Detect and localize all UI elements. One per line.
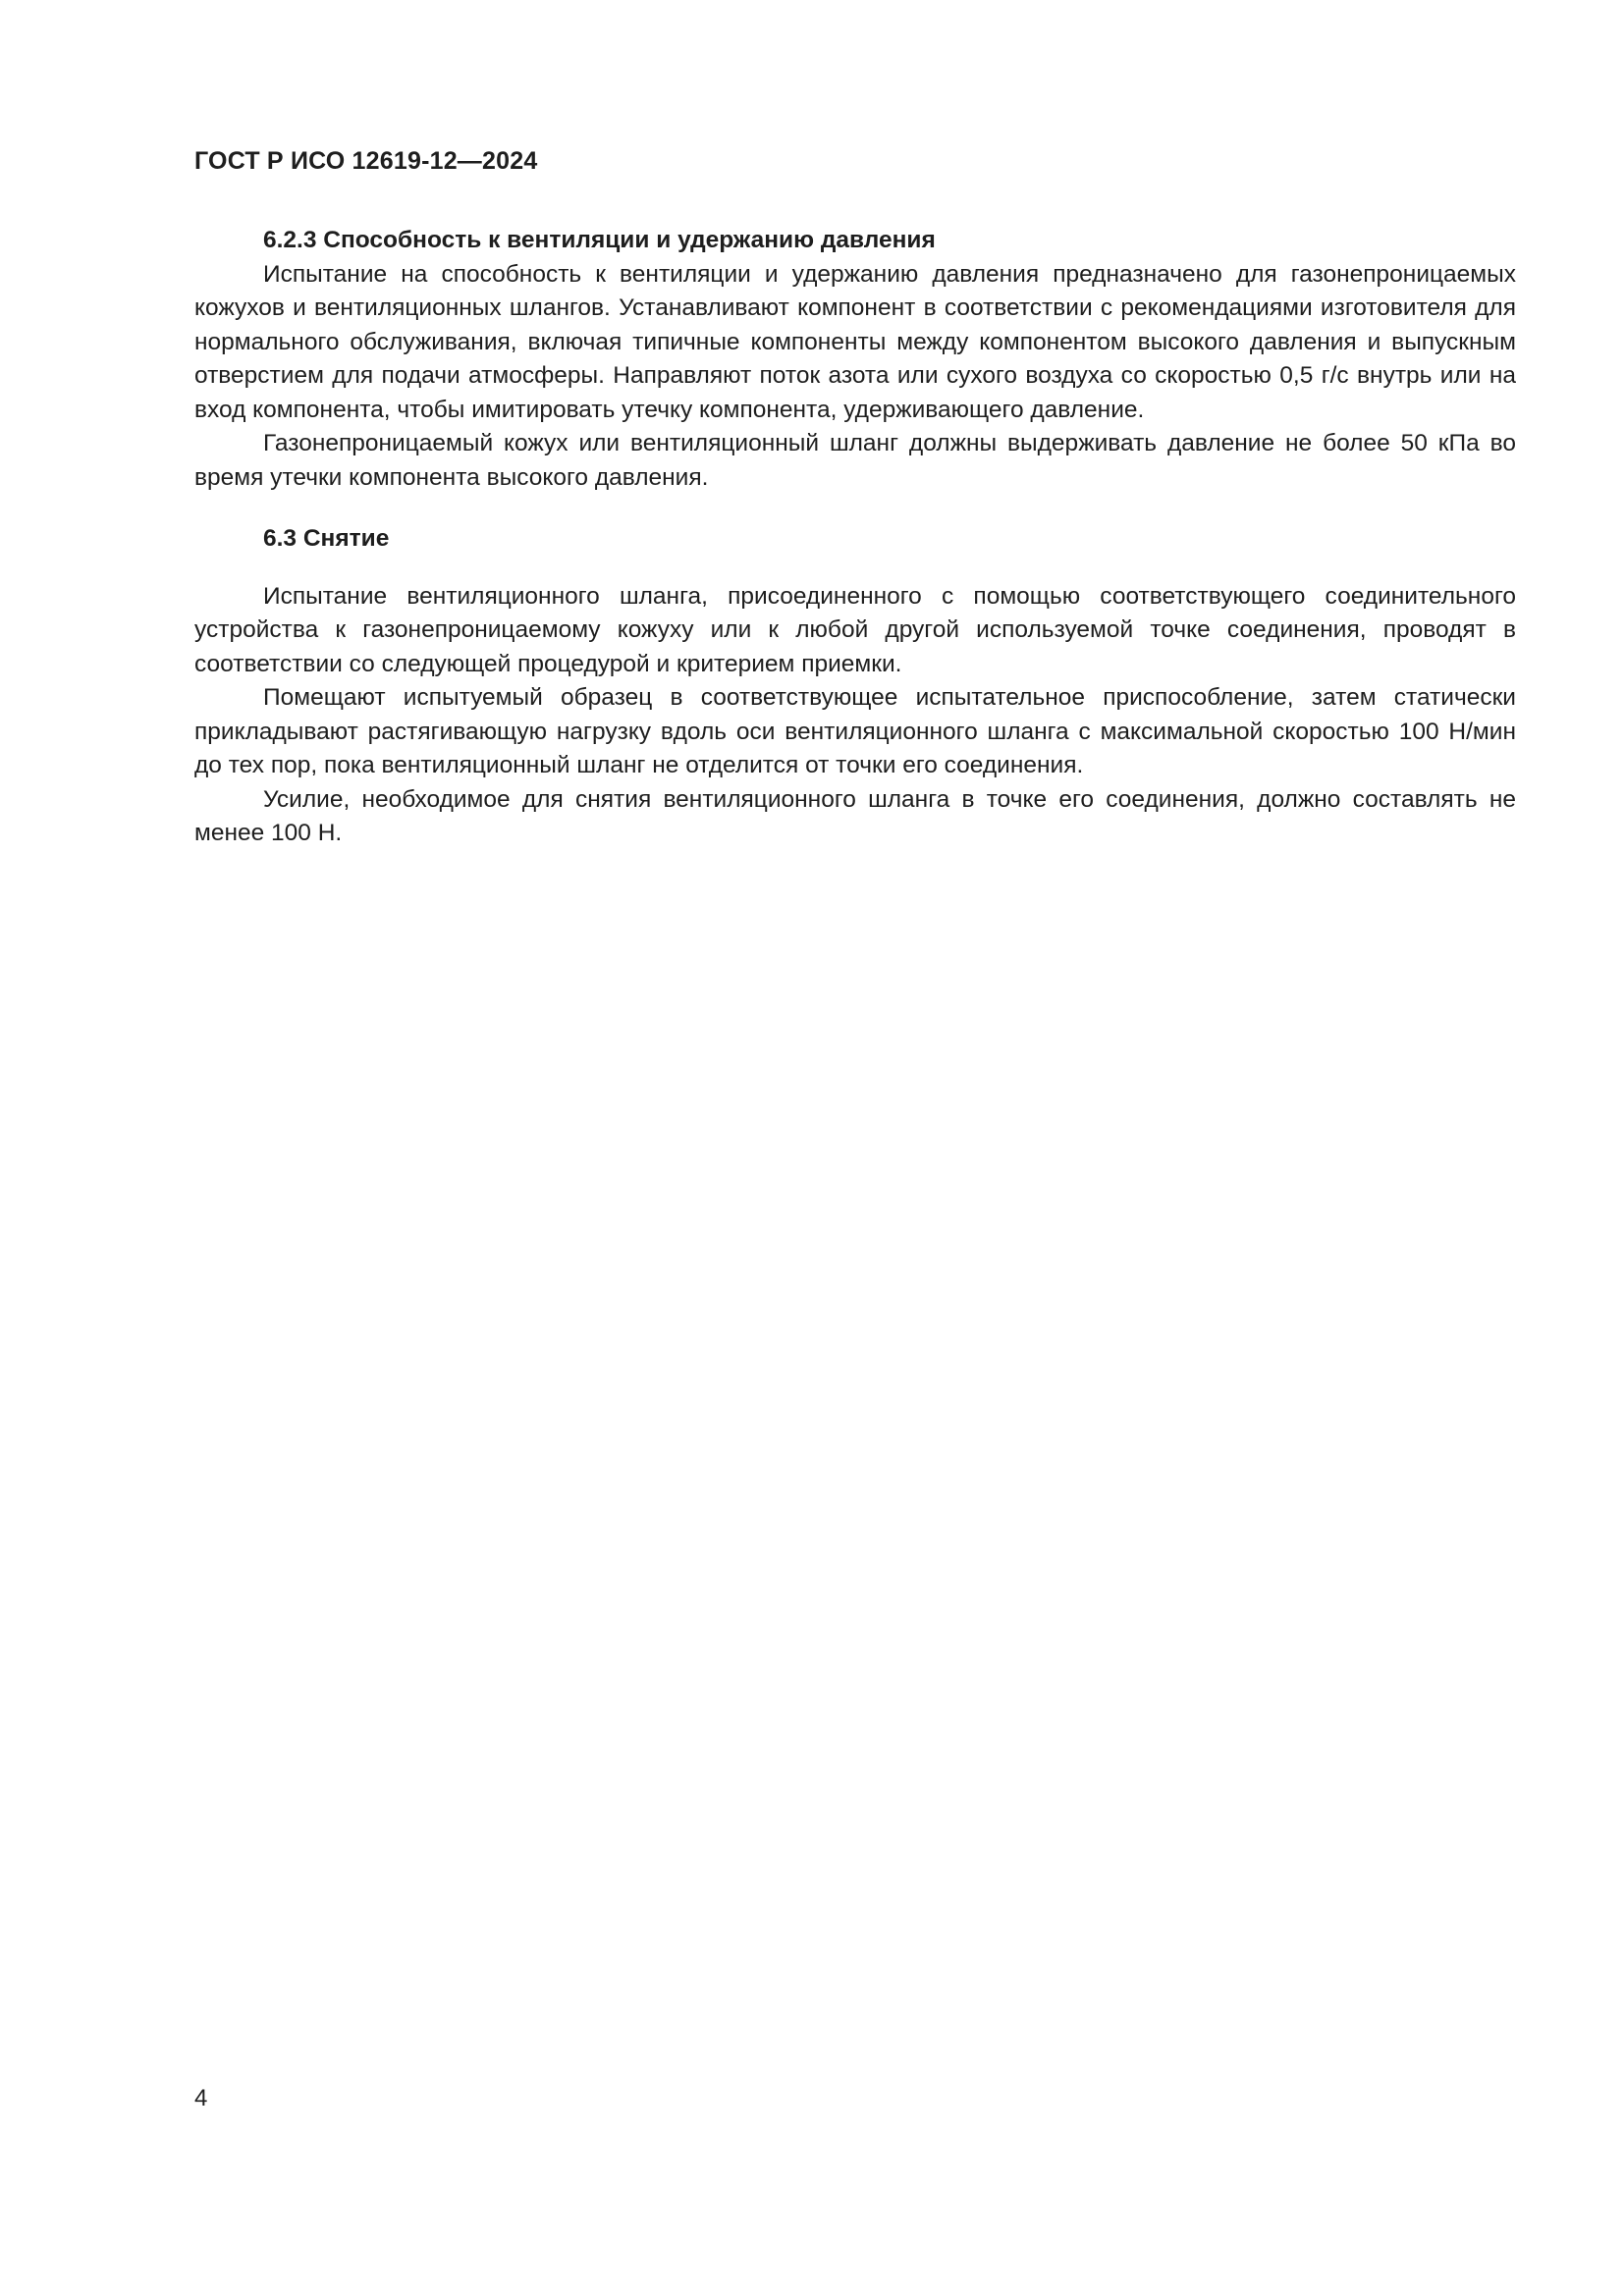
document-body [194, 224, 1516, 851]
page-number: 4 [194, 2085, 208, 2111]
paragraph: Газонепроницаемый кожух или вентиляционный шланг должны выдерживать давление не более 50 кПа во время утечки компонента высокого давления. [194, 430, 1516, 491]
section-heading: 6.3 Снятие [263, 525, 390, 552]
section-6-3 [194, 522, 1516, 851]
section-heading: 6.2.3 Способность к вентиляции и удержанию давления [263, 227, 936, 253]
paragraph: Испытание на способность к вентиляции и удержанию давления предназначено для газонепроницаемых кожухов и вентиляционных шлангов. Устанавливают компонент в соответствии с рекомендациями изготовителя для нормального обслуживания, включая типичные компоненты между компонентом высокого давления и выпускным отверстием для подачи атмосферы. Направляют поток азота или сухого воздуха со скоростью 0,5 г/с внутрь или на вход компонента, чтобы имитировать утечку компонента, удерживающего давление. [194, 260, 1516, 423]
document-standard-id: ГОСТ Р ИСО 12619-12—2024 [194, 147, 538, 175]
paragraph: Помещают испытуемый образец в соответствующее испытательное приспособление, затем статически прикладывают растягивающую нагрузку вдоль оси вентиляционного шланга с максимальной скоростью 100 Н/мин до тех пор, пока вентиляционный шланг не отделится от точки его соединения. [194, 684, 1516, 778]
section-6-2-3 [194, 224, 1516, 495]
paragraph: Усилие, необходимое для снятия вентиляционного шланга в точке его соединения, должно составлять не менее 100 Н. [194, 785, 1516, 846]
paragraph: Испытание вентиляционного шланга, присоединенного с помощью соответствующего соединительного устройства к газонепроницаемому кожуху или к любой другой используемой точке соединения, проводят в соответствии со следующей процедурой и критерием приемки. [194, 582, 1516, 677]
